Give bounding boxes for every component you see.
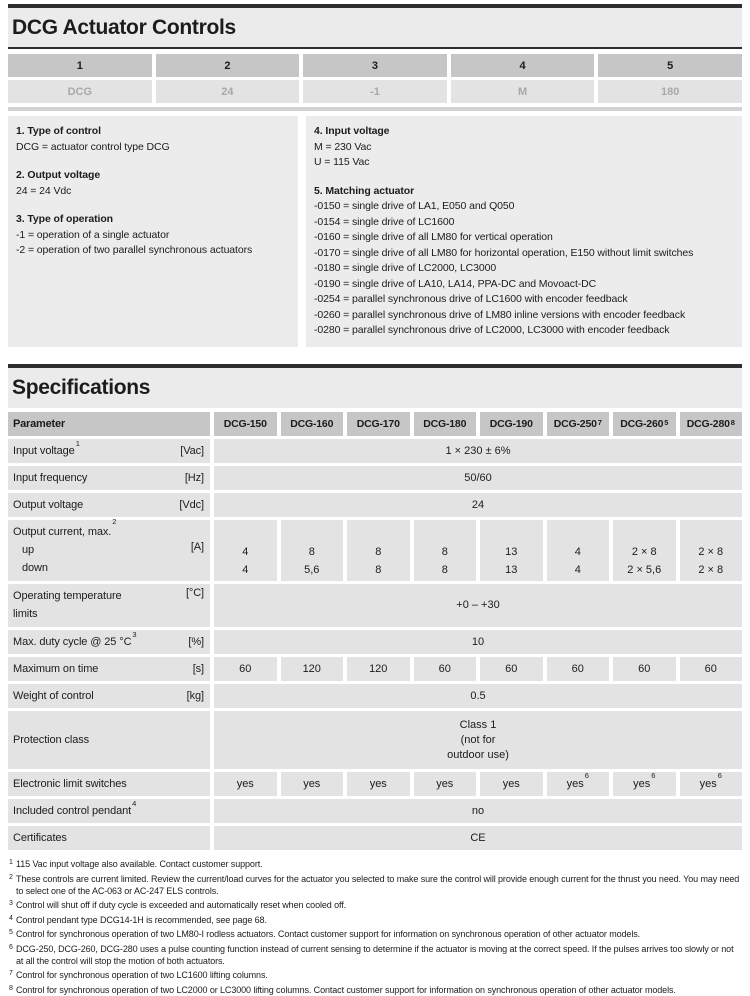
footnote-number: 6 xyxy=(9,943,13,951)
spec-value-line: 24 xyxy=(471,498,485,511)
spec-value-line: 2 × 5,6 xyxy=(627,564,662,576)
spec-merged-value xyxy=(214,584,742,627)
explanation-heading: 1. Type of control xyxy=(16,125,101,137)
spec-row xyxy=(8,439,742,463)
spec-value-cell xyxy=(613,657,676,681)
spec-value-cell xyxy=(347,772,410,796)
spec-value-line: 1 × 230 ± 6% xyxy=(445,444,511,457)
spec-value-line: 4 xyxy=(574,564,581,576)
spec-value-line: 2 × 8 xyxy=(631,546,657,558)
spec-value-text: 120 xyxy=(302,662,321,675)
spec-row xyxy=(8,466,742,490)
model-position-cell: 4 xyxy=(451,54,595,77)
footnote-text: Control for synchronous operation of two LM80-I rodless actuators. Contact customer support for information on synchronous operation of other actuator models. xyxy=(16,929,641,939)
spec-label-line: down xyxy=(22,562,48,574)
spec-value-text: yes$^6$ xyxy=(633,770,656,790)
spec-value-cell xyxy=(547,520,610,581)
spec-value-text: 60 xyxy=(438,662,451,675)
spec-value-line: 13 xyxy=(505,546,518,558)
spec-row xyxy=(8,584,742,627)
spec-value-line: 4 xyxy=(242,546,249,558)
spec-value-line: Class 1 xyxy=(459,718,497,731)
spec-label-text: Included control pendant$^4$ xyxy=(13,799,137,817)
spec-value-line: 4 xyxy=(574,546,581,558)
superscript-ref: 2 xyxy=(112,517,117,526)
spec-unit: [s] xyxy=(192,663,204,675)
explanations-right-column xyxy=(306,116,742,347)
spec-column-header xyxy=(281,412,344,436)
explanation-line: -0280 = parallel synchronous drive of LC2000, LC3000 with encoder feedback xyxy=(314,324,670,336)
spec-merged-value xyxy=(214,466,742,490)
spec-row xyxy=(8,517,742,581)
spec-column-label: DCG-180 xyxy=(423,418,467,430)
footnote xyxy=(8,858,742,870)
spec-row xyxy=(8,711,742,769)
spec-row-label xyxy=(8,466,210,490)
spec-value-line: 13 xyxy=(505,564,518,576)
spec-merged-value xyxy=(214,630,742,654)
explanations-left-column xyxy=(8,116,298,347)
explanation-heading: 5. Matching actuator xyxy=(314,184,415,197)
model-position-cell: 5 xyxy=(598,54,742,77)
spec-value-cell xyxy=(613,772,676,796)
spec-value-cell xyxy=(680,520,743,581)
code-explanations xyxy=(8,116,742,347)
spec-value-cell xyxy=(414,657,477,681)
spec-label-text: Electronic limit switches xyxy=(13,778,127,790)
spec-value-line: (not for xyxy=(460,733,496,746)
spec-value-cell xyxy=(281,520,344,581)
footnote-number: 5 xyxy=(9,929,13,936)
spec-row xyxy=(8,630,742,654)
footnote-text: DCG-250, DCG-260, DCG-280 uses a pulse counting function instead of current sensing to determine if the actuator is moving at the correct speed. If the pulses arrives too slowly or not at all the control will stop the motion of both actuators. xyxy=(16,943,734,966)
explanation-line: -0190 = single drive of LA10, LA14, PPA-DC and Movoact-DC xyxy=(314,277,597,290)
spec-value-cell xyxy=(547,657,610,681)
specifications-title: Specifications xyxy=(8,364,742,408)
spec-row-label xyxy=(8,684,210,708)
superscript-ref: 6 xyxy=(717,770,722,780)
page-title: DCG Actuator Controls xyxy=(8,4,742,49)
spec-label-text: Certificates xyxy=(13,832,67,844)
explanation-line: -0260 = parallel synchronous drive of LM80 inline versions with encoder feedback xyxy=(314,308,686,321)
model-code-cell: -1 xyxy=(303,80,447,103)
superscript-ref: 3 xyxy=(132,630,137,639)
model-code-value-row xyxy=(8,80,742,103)
explanation-heading: 4. Input voltage xyxy=(314,125,390,137)
spec-value-text: yes xyxy=(369,777,387,790)
spec-value-line: +0 – +30 xyxy=(456,599,500,611)
spec-row-label xyxy=(8,517,210,581)
spec-value-cell xyxy=(613,520,676,581)
model-code-cell: DCG xyxy=(8,80,152,103)
spec-value-cell xyxy=(547,772,610,796)
footnote-text: 115 Vac input voltage also available. Contact customer support. xyxy=(16,859,263,869)
spec-label-text: Input frequency xyxy=(13,472,88,484)
spec-unit: [kg] xyxy=(186,690,204,702)
spec-unit: [°C] xyxy=(185,587,204,599)
spec-merged-value xyxy=(214,684,742,708)
spec-label-line: Operating temperature xyxy=(13,590,122,602)
explanation-line: -0150 = single drive of LA1, E050 and Q050 xyxy=(314,200,515,212)
spec-row-label xyxy=(8,657,210,681)
spec-value-line: no xyxy=(471,804,485,817)
spec-label-text: Max. duty cycle @ 25 $^\circ C^3$ xyxy=(13,630,137,648)
model-position-cell: 2 xyxy=(156,54,300,77)
spec-value-text: 60 xyxy=(239,662,252,675)
model-code-cell: M xyxy=(451,80,595,103)
spec-label-text: Weight of control xyxy=(13,690,94,702)
spec-merged-value xyxy=(214,439,742,463)
footnote-text: These controls are current limited. Review the current/load curves for the actuator you selected to make sure the control will provide enough current for the thrust you need. You may need to select one of the AC-063 or AC-247 ELS controls. xyxy=(16,873,740,896)
spec-unit: [A] xyxy=(190,541,204,553)
spec-row-label xyxy=(8,439,210,463)
spec-column-header xyxy=(414,412,477,436)
spec-row xyxy=(8,826,742,850)
explanation-line: 24 = 24 Vdc xyxy=(16,184,72,197)
spec-unit: [Hz] xyxy=(184,472,204,484)
spec-value-cell xyxy=(214,657,277,681)
footnote xyxy=(8,899,742,911)
spec-value-line: 2 × 8 xyxy=(698,546,724,558)
explanation-line: M = 230 Vac xyxy=(314,140,372,153)
spec-value-text: yes xyxy=(502,777,520,790)
footnote-number: 1 xyxy=(9,859,13,866)
spec-row-label xyxy=(8,826,210,850)
spec-column-label: DCG-280 xyxy=(686,418,730,430)
spec-value-cell xyxy=(414,520,477,581)
spec-merged-value xyxy=(214,711,742,769)
spec-value-cell xyxy=(680,772,743,796)
explanation-line: -0254 = parallel synchronous drive of LC1600 with encoder feedback xyxy=(314,293,628,305)
model-code-position-row xyxy=(8,54,742,77)
spec-value-cell xyxy=(480,520,543,581)
spec-value-line: 4 xyxy=(242,564,249,576)
spec-value-line: 2 × 8 xyxy=(698,564,724,576)
explanation-line: DCG = actuator control type DCG xyxy=(16,140,170,153)
model-position-cell: 3 xyxy=(303,54,447,77)
model-code-cell: 180 xyxy=(598,80,742,103)
spec-value-text: yes xyxy=(436,777,454,790)
spec-column-label: DCG-260 xyxy=(620,418,664,430)
spec-label-line: limits xyxy=(13,608,38,620)
spec-value-line: 8 xyxy=(441,564,448,576)
specifications-table xyxy=(8,412,742,850)
spec-value-line: 10 xyxy=(471,635,485,648)
spec-value-line: 50/60 xyxy=(464,471,492,484)
spec-column-label: DCG-170 xyxy=(356,418,400,430)
explanation-line: -0154 = single drive of LC1600 xyxy=(314,215,455,228)
spec-row-label xyxy=(8,630,210,654)
spec-merged-value xyxy=(214,826,742,850)
model-code-cell: 24 xyxy=(156,80,300,103)
footnote xyxy=(8,969,742,981)
spec-column-header xyxy=(214,412,277,436)
spec-value-text: yes$^6$ xyxy=(566,770,589,790)
footnote xyxy=(8,943,742,967)
spec-column-header xyxy=(347,412,410,436)
spec-row xyxy=(8,657,742,681)
explanation-line: -0170 = single drive of all LM80 for horizontal operation, E150 without limit switches xyxy=(314,246,694,259)
spec-label-text: Maximum on time xyxy=(13,663,99,675)
explanation-line: -2 = operation of two parallel synchronous actuators xyxy=(16,244,253,256)
footnote xyxy=(8,984,742,996)
spec-unit: [Vdc] xyxy=(179,499,204,511)
spec-column-header xyxy=(480,412,543,436)
footnote-number: 7 xyxy=(9,970,13,977)
explanation-line: -0160 = single drive of all LM80 for vertical operation xyxy=(314,231,553,243)
spec-param-header: Parameter xyxy=(8,412,210,436)
footnote-number: 8 xyxy=(9,984,13,992)
spec-row xyxy=(8,493,742,517)
spec-column-label: DCG-150 xyxy=(223,418,267,430)
spec-label-line: Output current, max.$^2$ xyxy=(13,517,117,538)
spec-column-label: DCG-160 xyxy=(290,418,334,430)
spec-value-text: yes xyxy=(303,777,321,790)
spec-label-text: Output voltage xyxy=(13,499,84,511)
spec-merged-value xyxy=(214,493,742,517)
spec-value-line: 8 xyxy=(375,564,382,576)
spec-value-cell xyxy=(347,520,410,581)
explanation-section xyxy=(314,184,734,339)
spec-row-label xyxy=(8,799,210,823)
spec-column-header: DCG-250 $^7$ xyxy=(547,412,610,436)
superscript-ref: 6 xyxy=(651,770,656,780)
spec-value-cell xyxy=(680,657,743,681)
spec-row xyxy=(8,799,742,823)
spec-value-line: CE xyxy=(470,831,486,844)
spec-value-line: 5,6 xyxy=(304,564,320,576)
spec-value-cell xyxy=(214,772,277,796)
spec-value-cell xyxy=(480,657,543,681)
explanation-section xyxy=(314,124,734,171)
spec-row-label xyxy=(8,711,210,769)
explanation-heading: 2. Output voltage xyxy=(16,169,101,181)
model-position-cell: 1 xyxy=(8,54,152,77)
spec-value-cell xyxy=(347,657,410,681)
spec-value-text: 60 xyxy=(638,662,651,675)
spec-value-text: 60 xyxy=(571,662,584,675)
section-divider-strip xyxy=(8,107,742,111)
explanation-section xyxy=(16,124,290,155)
spec-column-header: DCG-260 $^5$ xyxy=(613,412,676,436)
spec-row xyxy=(8,772,742,796)
spec-value-line: 8 xyxy=(441,546,448,558)
spec-column-label: DCG-190 xyxy=(489,418,533,430)
superscript-ref: 6 xyxy=(584,770,589,780)
spec-unit: [Vac] xyxy=(180,445,204,457)
spec-value-text: 120 xyxy=(369,662,388,675)
spec-value-text: yes$^6$ xyxy=(699,770,722,790)
footnote-number: 2 xyxy=(9,873,13,881)
spec-value-cell xyxy=(281,657,344,681)
spec-value-cell xyxy=(480,772,543,796)
footnote-number: 3 xyxy=(9,900,13,907)
spec-merged-value xyxy=(214,799,742,823)
explanation-line: U = 115 Vac xyxy=(314,156,370,168)
spec-column-label: DCG-250 xyxy=(553,418,597,430)
spec-value-text: yes xyxy=(236,777,254,790)
footnote xyxy=(8,914,742,926)
footnote xyxy=(8,873,742,897)
spec-column-header: DCG-280 $^8$ xyxy=(680,412,743,436)
spec-header-row xyxy=(8,412,742,436)
spec-row-label xyxy=(8,493,210,517)
spec-value-cell xyxy=(414,772,477,796)
spec-unit: [%] xyxy=(188,636,204,648)
spec-value-cell xyxy=(281,772,344,796)
footnote-number: 4 xyxy=(9,914,13,922)
spec-value-text: 60 xyxy=(704,662,717,675)
spec-value-line: outdoor use) xyxy=(447,748,509,761)
spec-row xyxy=(8,684,742,708)
footnote xyxy=(8,928,742,940)
explanation-section xyxy=(16,168,290,199)
spec-row-label xyxy=(8,584,210,627)
spec-value-line: 8 xyxy=(375,546,382,558)
footnote-text: Control for synchronous operation of two LC1600 lifting columns. xyxy=(16,970,268,980)
explanation-line: -1 = operation of a single actuator xyxy=(16,228,170,241)
superscript-ref: 1 xyxy=(75,439,80,448)
explanation-line: -0180 = single drive of LC2000, LC3000 xyxy=(314,262,497,274)
spec-label-text: Protection class xyxy=(13,734,90,746)
footnote-text: Control pendant type DCG14-1H is recommended, see page 68. xyxy=(16,914,267,925)
spec-value-line: 8 xyxy=(308,546,315,558)
footnote-text: Control will shut off if duty cycle is exceeded and automatically reset when cooled off. xyxy=(16,900,347,910)
spec-value-text: 60 xyxy=(505,662,518,675)
superscript-ref: 4 xyxy=(132,799,137,808)
explanation-section xyxy=(16,212,290,259)
spec-row-label xyxy=(8,772,210,796)
spec-label-line: up xyxy=(22,544,35,556)
spec-value-cell xyxy=(214,520,277,581)
spec-value-line: 0.5 xyxy=(470,689,486,702)
explanation-heading: 3. Type of operation xyxy=(16,213,113,225)
footnote-text: Control for synchronous operation of two LC2000 or LC3000 lifting columns. Contact customer support for information on synchronous operation of other actuator models. xyxy=(16,984,676,995)
spec-label-text: Input voltage$^1$ xyxy=(13,439,80,457)
